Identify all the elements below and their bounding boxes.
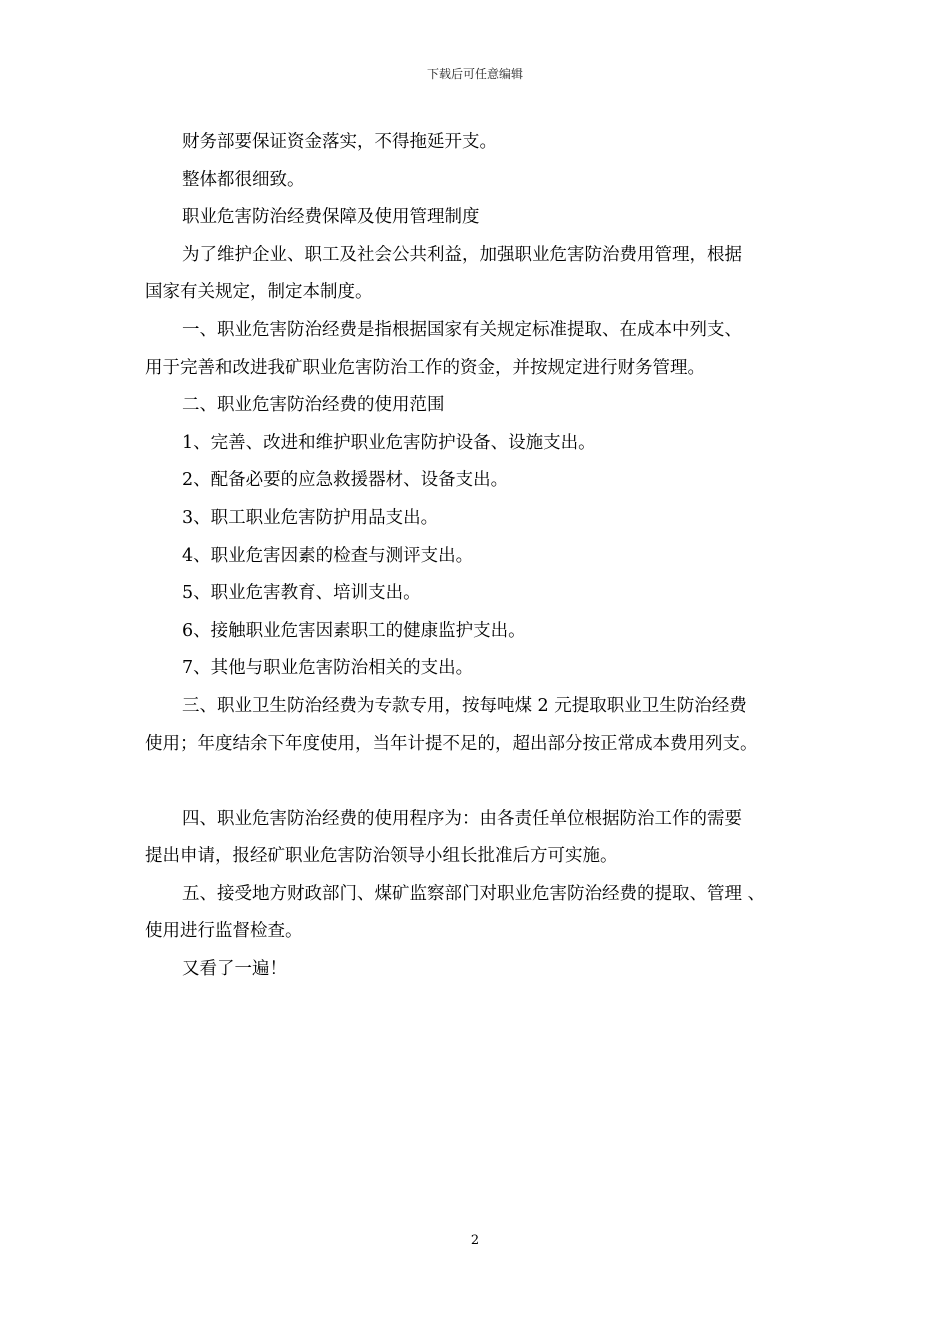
paragraph-line: 财务部要保证资金落实，不得拖延开支。 xyxy=(182,132,497,152)
list-item: 7、其他与职业危害防治相关的支出。 xyxy=(182,658,474,679)
paragraph-line: 为了维护企业、职工及社会公共利益，加强职业危害防治费用管理，根据 xyxy=(182,244,742,265)
list-item: 6、接触职业危害因素职工的健康监护支出。 xyxy=(182,620,526,641)
blank-line xyxy=(145,763,825,801)
paragraph-line: 使用进行监督检查。 xyxy=(145,921,303,942)
list-item: 1、完善、改进和维护职业危害防护设备、设施支出。 xyxy=(182,432,596,453)
page-number: 2 xyxy=(470,1233,480,1248)
page-header: 下载后可任意编辑 xyxy=(426,67,523,81)
document-title: 职业危害防治经费保障及使用管理制度 xyxy=(182,207,480,228)
paragraph-line: 一、职业危害防治经费是指根据国家有关规定标准提取、在成本中列支、 xyxy=(182,319,742,340)
list-item: 2、配备必要的应急救援器材、设备支出。 xyxy=(182,470,509,491)
paragraph-line: 使用；年度结余下年度使用，当年计提不足的，超出部分按正常成本费用列支。 xyxy=(145,733,758,754)
paragraph-line: 三、职业卫生防治经费为专款专用，按每吨煤 2 元提取职业卫生防治经费 xyxy=(182,695,747,716)
paragraph-line: 用于完善和改进我矿职业危害防治工作的资金，并按规定进行财务管理。 xyxy=(145,357,705,378)
paragraph-line: 整体都很细致。 xyxy=(182,169,305,190)
section-heading: 二、职业危害防治经费的使用范围 xyxy=(182,395,445,416)
document-body xyxy=(145,124,825,989)
paragraph-line: 又看了一遍！ xyxy=(182,959,287,980)
list-item: 3、职工职业危害防护用品支出。 xyxy=(182,507,439,528)
paragraph-line: 国家有关规定，制定本制度。 xyxy=(145,282,373,303)
paragraph-line: 五、接受地方财政部门、煤矿监察部门对职业危害防治经费的提取、管理 、 xyxy=(182,883,766,904)
list-item: 5、职业危害教育、培训支出。 xyxy=(182,583,421,604)
paragraph-line: 提出申请，报经矿职业危害防治领导小组长批准后方可实施。 xyxy=(145,846,618,867)
paragraph-line: 四、职业危害防治经费的使用程序为：由各责任单位根据防治工作的需要 xyxy=(182,808,742,829)
list-item: 4、职业危害因素的检查与测评支出。 xyxy=(182,545,474,566)
